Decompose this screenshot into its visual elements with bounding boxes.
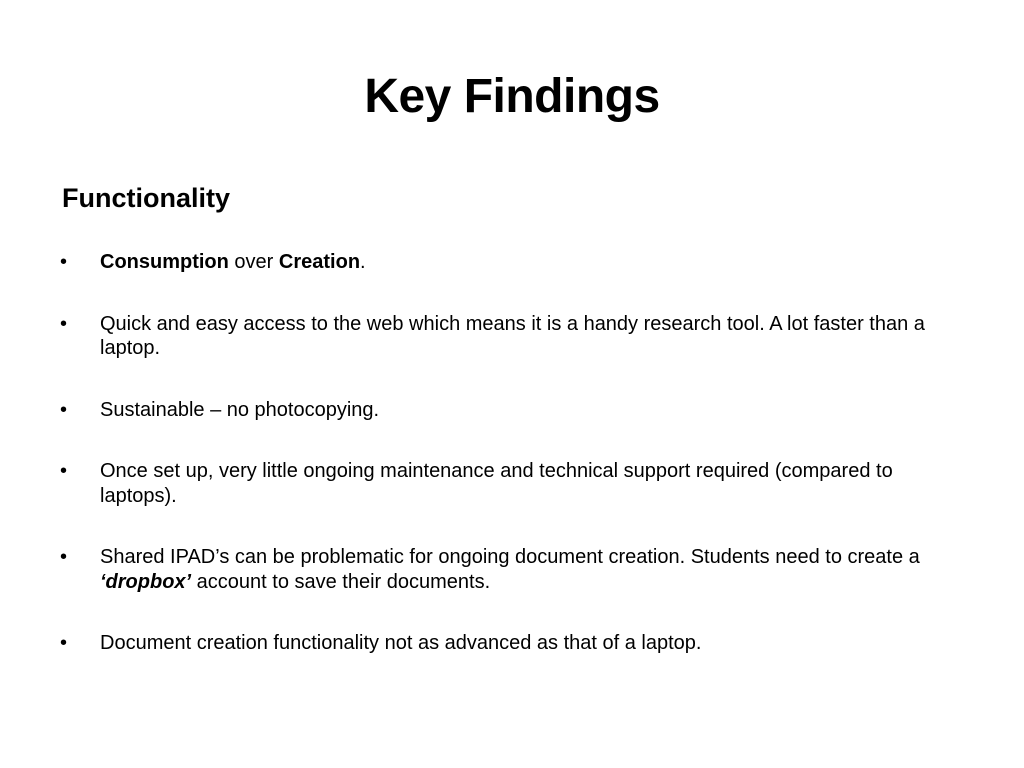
bullet-icon: • [60,312,68,335]
bullet-text: Once set up, very little ongoing maintenance and technical support required (compared to laptops). [100,460,893,507]
list-item [62,459,962,508]
bullet-icon: • [60,398,68,421]
list-item [62,312,962,361]
list-item [62,398,962,423]
text-run: . [360,251,366,273]
emphasized-term: ‘dropbox’ [100,570,192,593]
text-run: Shared IPAD’s can be problematic for ongoing document creation. Students need to create a [100,546,920,568]
list-item [62,631,962,656]
bullet-icon: • [60,251,68,273]
list-item [62,545,962,594]
slide-title: Key Findings [364,70,660,123]
bullet-icon: • [60,546,68,568]
list-item [62,250,962,275]
bullet-list [62,250,962,693]
text-run: account to save their documents. [191,570,491,593]
bullet-text: Document creation functionality not as advanced as that of a laptop. [100,632,702,654]
bullet-icon: • [60,632,68,654]
bullet-text [100,546,920,593]
text-run: over [228,251,279,273]
bullet-text [100,251,366,273]
section-heading: Functionality [62,183,230,213]
bold-term: Consumption [100,251,229,273]
bold-term: Creation [278,251,361,273]
bullet-text: Quick and easy access to the web which means it is a handy research tool. A lot faster than a laptop. [100,312,925,359]
bullet-icon: • [60,460,68,482]
bullet-text: Sustainable – no photocopying. [100,398,380,421]
